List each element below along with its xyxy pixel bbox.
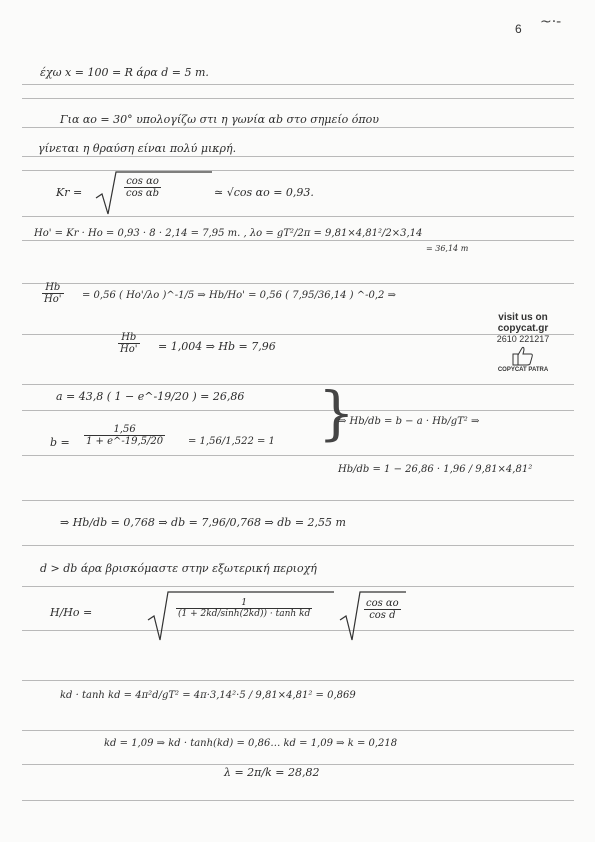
kr-label: Kr = [56,186,83,199]
a-equation: a = 43,8 ( 1 − e^-19/20 ) = 26,86 [56,390,245,403]
refraction-numerator: cos αο [366,598,399,609]
stamp-line1: visit us on [498,312,548,323]
b-label: b = [50,436,70,449]
hb-db-equation: ⇒ Hb/db = b − a · Hb/gT² ⇒ [338,416,480,427]
h-over-h0-label: H/Ho = [50,606,93,619]
stamp-phone: 2610 221217 [496,334,550,344]
stamp-brand: COPYCAT PATRA [497,367,549,373]
kr-numerator: cos αο [124,176,161,188]
kr-fraction [124,176,161,199]
shoaling-fraction [176,598,312,619]
system-brace: } [318,379,355,447]
line-angle-intro: Για αο = 30° υπολογίζω στι η γωνία αb στο σημείο όπου [60,113,379,126]
hb-value: = 1,004 ⇒ Hb = 7,96 [158,340,276,353]
db-result: ⇒ Hb/db = 0,768 ⇒ db = 7,96/0,768 ⇒ db = 2,55 m [60,516,346,529]
wavelength-result: = 36,14 m [426,244,469,253]
shoaling-numerator: 1 [176,598,312,609]
kd-result: kd = 1,09 ⇒ kd · tanh(kd) = 0,86… kd = 1,09 ⇒ k = 0,218 [104,738,398,749]
shoaling-denominator: (1 + 2kd/sinh(2kd)) · tanh kd [178,609,311,619]
line-angle-intro-cont: γίνεται η θραύση είναι πολύ μικρή. [38,142,237,155]
b-fraction [84,424,165,447]
wavelength-final: λ = 2π/k = 28,82 [224,766,320,779]
hb-over-h0p-fraction [42,282,64,305]
page-number: 6 [515,22,522,36]
kr-denominator: cos αb [126,188,160,199]
hb-numerator: Hb [42,282,64,294]
hb-db-substitution: Hb/db = 1 − 26,86 · 1,96 / 9,81×4,81² [338,464,533,475]
b-denominator: 1 + e^-19,5/20 [86,436,164,447]
refraction-denominator: cos d [369,610,396,621]
thumbs-up-icon [512,346,534,366]
kd-tanh-equation: kd · tanh kd = 4π²d/gT² = 4π·3,14²·5 / 9,81×4,81² = 0,869 [60,690,356,701]
stamp-line2: copycat.gr [497,323,549,334]
region-conclusion: d > db άρα βρισκόμαστε στην εξωτερική περιοχή [40,562,317,575]
b-numerator: 1,56 [84,424,165,436]
refraction-fraction [364,598,401,621]
h0-prime-equation: Ho' = Kr · Ho = 0,93 · 8 · 2,14 = 7,95 m. , λο = gT²/2π = 9,81×4,81²/2×3,14 [34,228,423,239]
corner-mark: ~·- [540,14,562,30]
h0p-denominator: Ho' [44,294,62,305]
kr-result: ≃ √cos αο = 0,93. [214,186,314,199]
line-distance: έχω x = 100 = R άρα d = 5 m. [40,66,209,79]
hb-over-h0p-fraction-2: $\frac{Hb}{Ho'}$ [120,332,138,355]
b-result: = 1,56/1,522 = 1 [188,436,275,447]
hb-breaker-equation: = 0,56 ( Ho'/λο )^-1/5 ⇒ Hb/Ho' = 0,56 ( 7,95/36,14 ) ^-0,2 ⇒ [82,290,396,301]
copycat-stamp [480,312,566,373]
